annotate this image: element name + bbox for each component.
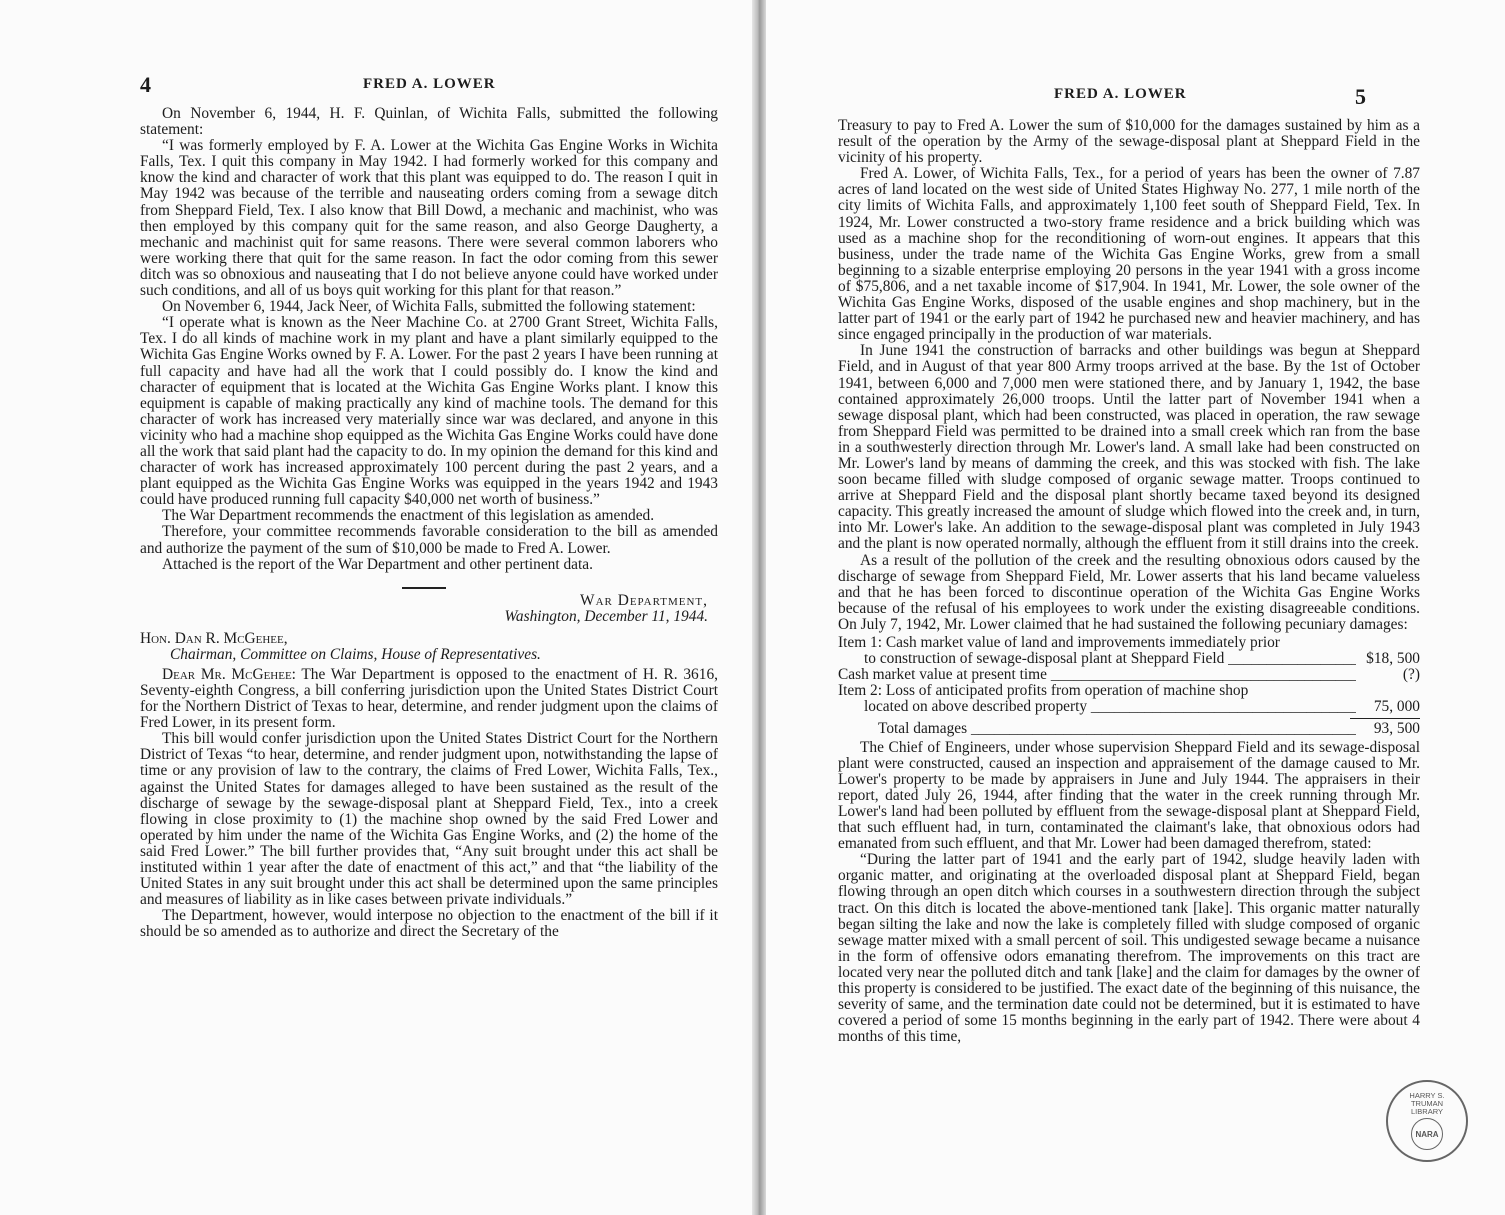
addressee-name: Hon. Dan R. McGehee,	[140, 629, 288, 647]
addressee	[140, 631, 718, 663]
running-head: FRED A. LOWER	[1054, 86, 1187, 102]
total-amount: 93, 500	[1373, 720, 1420, 738]
damage-amount: 75, 000	[1373, 698, 1420, 716]
paragraph: The Department, however, would interpose no objection to the enactment of the bill if it should be so amended as to authorize and direct the Secretary of the	[140, 907, 718, 941]
book-gutter	[752, 0, 766, 1215]
stamp-text: HARRY S. TRUMAN LIBRARY	[1409, 1091, 1445, 1116]
paragraph: On November 6, 1944, Jack Neer, of Wichita Falls, submitted the following statement:	[162, 298, 696, 316]
damage-label: located on above described property _____	[838, 699, 1356, 715]
addressee-title: Chairman, Committee on Claims, House of Representatives.	[170, 645, 541, 663]
stamp-inner: NARA	[1411, 1118, 1443, 1150]
department-name: War Department,	[580, 591, 708, 609]
paragraph: Attached is the report of the War Department and other pertinent data.	[162, 555, 593, 573]
damage-row	[838, 667, 1420, 683]
quotation: “I operate what is known as the Neer Machine Co. at 2700 Grant Street, Wichita Falls, Tex. I do all kinds of machine work in my plant and have a plant similarly equipped to the Wichita Gas Engine Works owned by F. A. Lower. For the past 2 years I have been running at full capacity and have had all the work that I could possibly do. I know the kind and character of equipment that is located at the Wichita Gas Engine Works plant. I know this equipment is capable of making practically any kind of machine tools. The demand for this character of work has increased very materially since war was declared, and anyone in this vicinity who had a machine shop equipped as the Wichita Gas Engine Works could have done all the work that said plant had the capacity to do. In my opinion the demand for this kind and character of work has increased approximately 100 percent during the past 2 years, and a plant equipped as the Wichita Gas Engine Works was equipped in the years 1942 and 1943 could have produced running full capacity $40,000 net worth of business.”	[140, 314, 718, 509]
letter-opening	[140, 667, 718, 731]
section-rule	[402, 587, 446, 589]
salutation: Dear Mr. McGehee:	[162, 665, 296, 683]
left-body	[140, 106, 718, 941]
paragraph: Fred A. Lower, of Wichita Falls, Tex., for a period of years has been the owner of 7.87 acres of land located on the west side of United States Highway No. 277, 1 mile north of the city limits of Wichita Falls, and approximately 1,100 feet south of Sheppard Field, Tex. In 1924, Mr. Lower constructed a two-story frame residence and a brick building which was used as a machine shop for the reconditioning of worn-out engines. It appears that this business, under the trade name of the Wichita Gas Engine Works, grew from a small beginning to a sizable enterprise employing 20 persons in the year 1941 with a gross income of $75,806, and a net taxable income of $17,904. In 1941, Mr. Lower, the sole owner of the Wichita Gas Engine Works, disposed of the usable engines and shop machinery, but in the latter part of 1941 or the early part of 1942 he purchased new and heavier machinery, and has since engaged principally in the production of war materials.	[838, 165, 1420, 344]
right-page	[766, 0, 1505, 1215]
quotation: “I was formerly employed by F. A. Lower at the Wichita Gas Engine Works in Wichita Falls, Tex. I quit this company in May 1942. I had formerly worked for this company and know the kind and character of work that this plant was equipped to do. The reason I quit in May 1942 was because of the terrible and nauseating orders coming from a sewage ditch from Sheppard Field, Tex. I also know that Bill Dowd, a mechanic and machinist, who was then employed by this company quit for the same reason, and also George Daugherty, a mechanic and machinist quit for same reasons. There were several common laborers who were working there that quit for the same reason. In fact the odor coming from this sewer ditch was so obnoxious and nauseating that I do not believe anyone could have worked under such conditions, and all of us boys quit working for this plant for that reason.”	[140, 137, 718, 300]
damage-label: to construction of sewage-disposal plant at Sheppard Field _____	[838, 651, 1356, 667]
right-body	[838, 118, 1420, 1045]
damage-row	[838, 635, 1420, 651]
damage-row	[838, 699, 1420, 715]
paragraph: The Chief of Engineers, under whose supervision Sheppard Field and its sewage-disposal plant were constructed, caused an inspection and appraisement of the damage caused to Mr. Lower's property to be made by appraisers in June and July 1944. The appraisers in their report, dated July 26, 1944, after finding that the water in the creek running through Mr. Lower's land had been polluted by effluent from the sewage-disposal plant at Sheppard Field, that such effluent had, in turn, contaminated the claimant's lake, that obnoxious odors had emanated from such effluent, and that Mr. Lower had been damaged therefrom, stated:	[838, 738, 1420, 853]
damage-amount: (?)	[1402, 666, 1420, 684]
library-stamp	[1386, 1080, 1468, 1162]
running-head: FRED A. LOWER	[363, 76, 496, 92]
paragraph: Treasury to pay to Fred A. Lower the sum of $10,000 for the damages sustained by him as a result of the operation by the Army of the sewage-disposal plant at Sheppard Field in the vicinity of his property.	[838, 117, 1420, 167]
paragraph: On November 6, 1944, H. F. Quinlan, of Wichita Falls, submitted the following statement:	[140, 105, 718, 139]
page-number: 4	[140, 72, 151, 97]
paragraph: The War Department recommends the enactment of this legislation as amended.	[162, 507, 655, 525]
paragraph: In June 1941 the construction of barracks and other buildings was begun at Sheppard Field, and in August of that year 800 Army troops arrived at the base. By the 1st of October 1941, between 6,000 and 7,000 men were stationed there, and by January 1, 1942, the base contained approximately 26,000 troops. Until the latter part of November 1941 when a sewage disposal plant, which had been constructed, was placed in operation, the raw sewage from Sheppard Field was permitted to be drained into a small creek which ran from the base in a southwesterly direction through Mr. Lower's land. A small lake had been constructed on Mr. Lower's land by means of damming the creek, and this was stocked with fish. The lake soon became filled with sludge composed of organic sewage matter. Troops continued to arrive at Sheppard Field and the disposal plant shortly became taxed beyond its designed capacity. This greatly increased the amount of sludge which flowed into the creek and, in turn, into Mr. Lower's lake. An addition to the sewage-disposal plant was completed in July 1943 and the plant is now operated normally, although the effluent from it still drains into the creek.	[838, 342, 1420, 553]
damage-row	[838, 651, 1420, 667]
paragraph: As a result of the pollution of the creek and the resulting obnoxious odors caused by the discharge of sewage from Sheppard Field, Mr. Lower asserts that his land became valueless and that he has been forced to discontinue operation of the Wichita Gas Engine Works because of the refusal of his employees to work under the existing disagreeable conditions. On July 7, 1942, Mr. Lower claimed that he had sustained the following pecuniary damages:	[838, 551, 1420, 633]
damage-label: Item 1: Cash market value of land and improvements immediately prior	[838, 634, 1280, 651]
damages-table	[838, 635, 1420, 738]
left-page	[0, 0, 752, 1215]
letterhead	[140, 593, 708, 625]
damage-total-row	[838, 721, 1420, 737]
letter-text: The War Department is opposed to the enactment of H. R. 3616, Seventy-eighth Congress, a bill conferring jurisdiction upon the United States District Court for the Northern District of Texas to hear, determine, and render judgment upon the claims of Fred Lower, in its present form.	[140, 665, 718, 732]
damage-label: Cash market value at present time _____	[838, 667, 1356, 683]
sum-rule	[1350, 718, 1420, 719]
damage-label: Item 2: Loss of anticipated profits from operation of machine shop	[838, 682, 1249, 700]
letter-date: Washington, December 11, 1944.	[504, 607, 708, 625]
paragraph: This bill would confer jurisdiction upon the United States District Court for the Northern District of Texas “to hear, determine, and render judgment upon, notwithstanding the lapse of time or any provision of law to the contrary, the claims of Fred Lower, Wichita Falls, Tex., against the United States for damages alleged to have been sustained as the result of the discharge of sewage by the sewage-disposal plant at Sheppard Field, Tex., into a creek flowing in close proximity to (1) the machine shop owned by the said Fred Lower and operated by him under the name of the Wichita Gas Engine Works, and (2) the home of the said Fred Lower.” The bill further provides that, “Any suit brought under this act shall be instituted within 1 year after the date of enactment of this act,” and that “the liability of the United States in any suit brought under this act shall be determined upon the same principles and measures of liability as in like cases between private individuals.”	[140, 730, 718, 909]
total-label: Total damages _____	[838, 721, 1356, 737]
quotation: “During the latter part of 1941 and the early part of 1942, sludge heavily laden with organic matter, and originating at the overloaded disposal plant at Sheppard Field, began flowing through an open ditch which courses in a southwestern direction through the subject tract. On this ditch is located the above-mentioned tank [lake]. This organic matter naturally began silting the lake and now the lake is completely filled with sludge composed of organic sewage matter mixed with a small percent of soil. This undigested sewage became a nuisance in the form of offensive odors emanating therefrom. The improvements on this tract are located very near the polluted ditch and tank [lake] and the claim for damages by the owner of this property is considered to be justified. The exact date of the beginning of this nuisance, the severity of same, and the termination date could not be determined, but it is estimated to have covered a period of some 15 months beginning in the early part of 1942. There were about 4 months of this time,	[838, 851, 1420, 1046]
damage-amount: $18, 500	[1366, 650, 1420, 668]
damage-row	[838, 683, 1420, 699]
paragraph: Therefore, your committee recommends favorable consideration to the bill as amended and authorize the payment of the sum of $10,000 be made to Fred A. Lower.	[140, 523, 718, 557]
page-number: 5	[1355, 84, 1366, 109]
